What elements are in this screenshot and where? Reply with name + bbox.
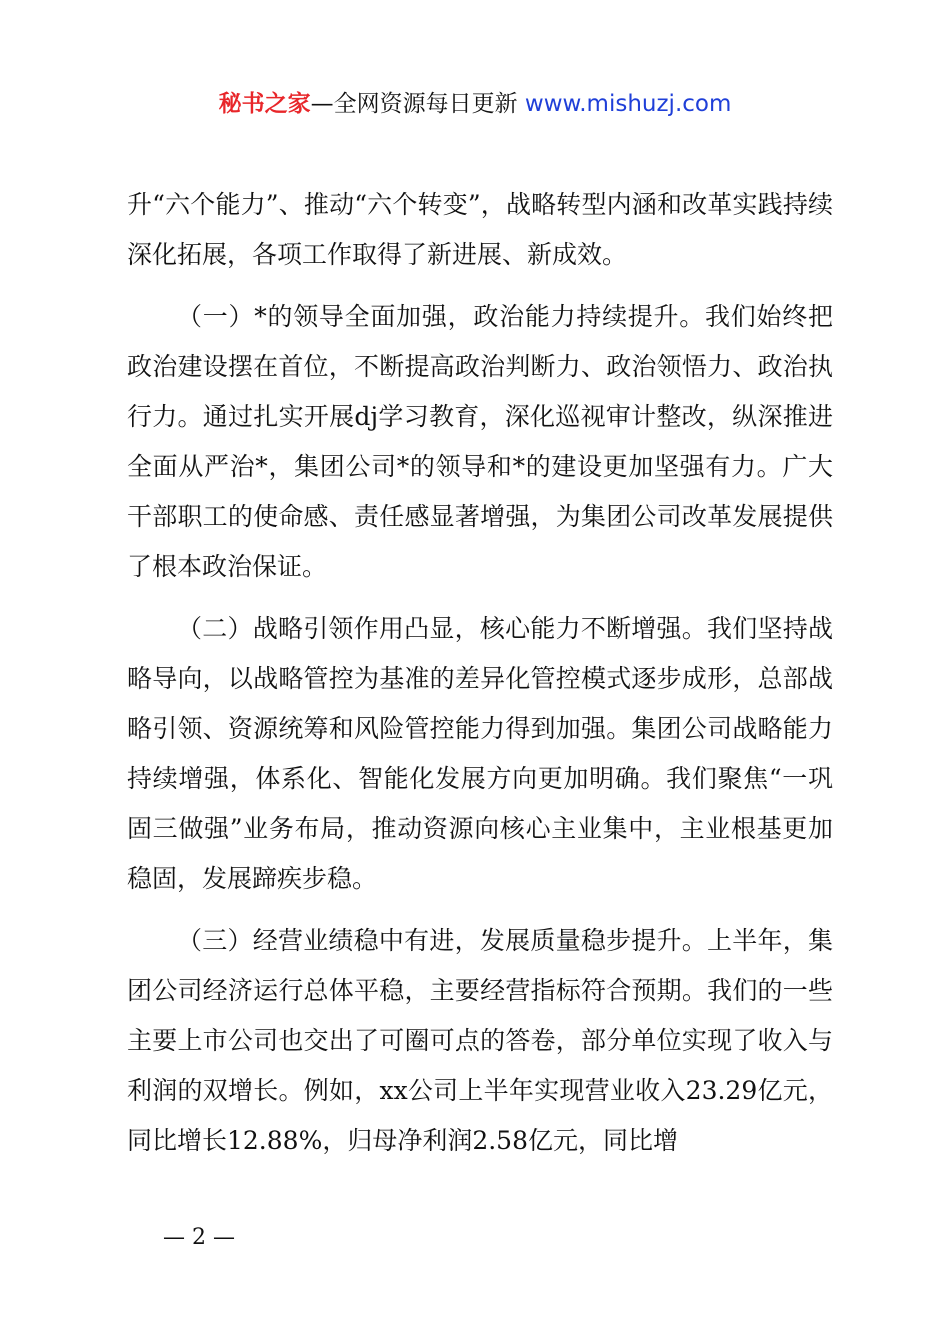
paragraph-section-1: （一）*的领导全面加强，政治能力持续提升。我们始终把政治建设摆在首位，不断提高政治判断力、政治领悟力、政治执行力。通过扎实开展dj学习教育，深化巡视审计整改，纵深推进全面从严治*，集团公司*的领导和*的建设更加坚强有力。广大干部职工的使命感、责任感显著增强，为集团公司改革发展提供了根本政治保证。: [127, 302, 833, 581]
paragraph-section-2: （二）战略引领作用凸显，核心能力不断增强。我们坚持战略导向，以战略管控为基准的差异化管控模式逐步成形，总部战略引领、资源统筹和风险管控能力得到加强。集团公司战略能力持续增强，体系化、智能化发展方向更加明确。我们聚焦“一巩固三做强”业务布局，推动资源向核心主业集中，主业根基更加稳固，发展蹄疾步稳。: [127, 614, 833, 893]
header-brand: 秘书之家: [218, 91, 311, 117]
document-body: [127, 180, 833, 1178]
header-url[interactable]: www.mishuzj.com: [524, 91, 732, 117]
paragraph-continuation: 升“六个能力”、推动“六个转变”，战略转型内涵和改革实践持续深化拓展，各项工作取得了新进展、新成效。: [127, 190, 833, 269]
paragraph-section-3: （三）经营业绩稳中有进，发展质量稳步提升。上半年，集团公司经济运行总体平稳，主要经营指标符合预期。我们的一些主要上市公司也交出了可圈可点的答卷，部分单位实现了收入与利润的双增长。例如，xx公司上半年实现营业收入23.29亿元，同比增长12.88%，归母净利润2.58亿元，同比增: [127, 926, 833, 1155]
header-slogan: —全网资源每日更新: [310, 91, 525, 117]
page-header: [0, 86, 950, 122]
page-number: — 2 —: [163, 1225, 235, 1250]
